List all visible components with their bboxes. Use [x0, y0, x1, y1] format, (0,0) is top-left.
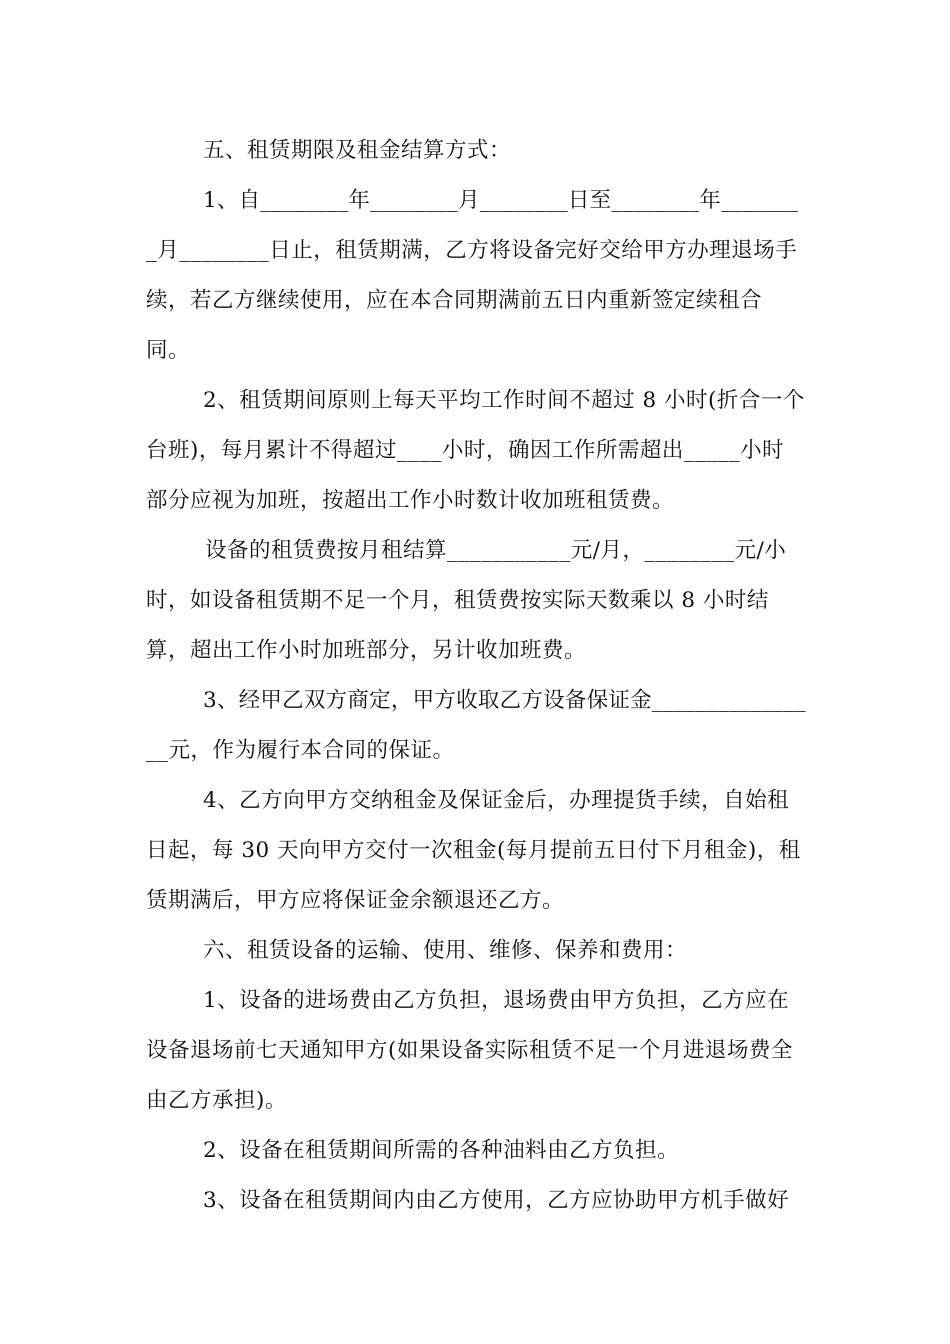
paragraph-line: 部分应视为加班，按超出工作小时数计收加班租赁费。 — [146, 488, 675, 513]
paragraph-line: _月________日止，租赁期满，乙方将设备完好交给甲方办理退场手 — [146, 238, 798, 263]
paragraph-line: 台班)，每月累计不得超过____小时，确因工作所需超出_____小时 — [146, 438, 785, 463]
section-heading-five: 五、租赁期限及租金结算方式： — [203, 138, 512, 163]
paragraph-line: 算，超出工作小时加班部分，另计收加班费。 — [146, 638, 587, 663]
paragraph-line: 赁期满后，甲方应将保证金余额退还乙方。 — [146, 888, 565, 913]
paragraph-line: 1、设备的进场费由乙方负担，退场费由甲方负担，乙方应在 — [203, 988, 790, 1013]
paragraph-line: 同。 — [146, 338, 191, 363]
paragraph-line: 设备退场前七天通知甲方(如果设备实际租赁不足一个月进退场费全 — [146, 1038, 793, 1063]
paragraph-line: 2、租赁期间原则上每天平均工作时间不超过 8 小时(折合一个 — [203, 388, 805, 413]
paragraph-line: 2、设备在租赁期间所需的各种油料由乙方负担。 — [203, 1138, 680, 1163]
paragraph-line: 3、设备在租赁期间内由乙方使用，乙方应协助甲方机手做好 — [203, 1188, 790, 1213]
paragraph-line: __元，作为履行本合同的保证。 — [146, 738, 455, 763]
paragraph-line: 续，若乙方继续使用，应在本合同期满前五日内重新签定续租合 — [146, 288, 763, 313]
paragraph-line: 日起，每 30 天向甲方交付一次租金(每月提前五日付下月租金)，租 — [146, 838, 801, 863]
paragraph-line: 时，如设备租赁期不足一个月，租赁费按实际天数乘以 8 小时结 — [146, 588, 769, 613]
section-heading-six: 六、租赁设备的运输、使用、维修、保养和费用： — [203, 938, 688, 963]
paragraph-line: 1、自________年________月________日至________年_______ — [203, 188, 799, 213]
paragraph-line: 3、经甲乙双方商定，甲方收取乙方设备保证金______________ — [203, 688, 806, 713]
paragraph-line: 由乙方承担)。 — [146, 1088, 287, 1113]
paragraph-line: 4、乙方向甲方交纳租金及保证金后，办理提货手续，自始租 — [203, 788, 790, 813]
paragraph-line: 设备的租赁费按月租结算___________元/月，________元/小 — [205, 538, 787, 563]
